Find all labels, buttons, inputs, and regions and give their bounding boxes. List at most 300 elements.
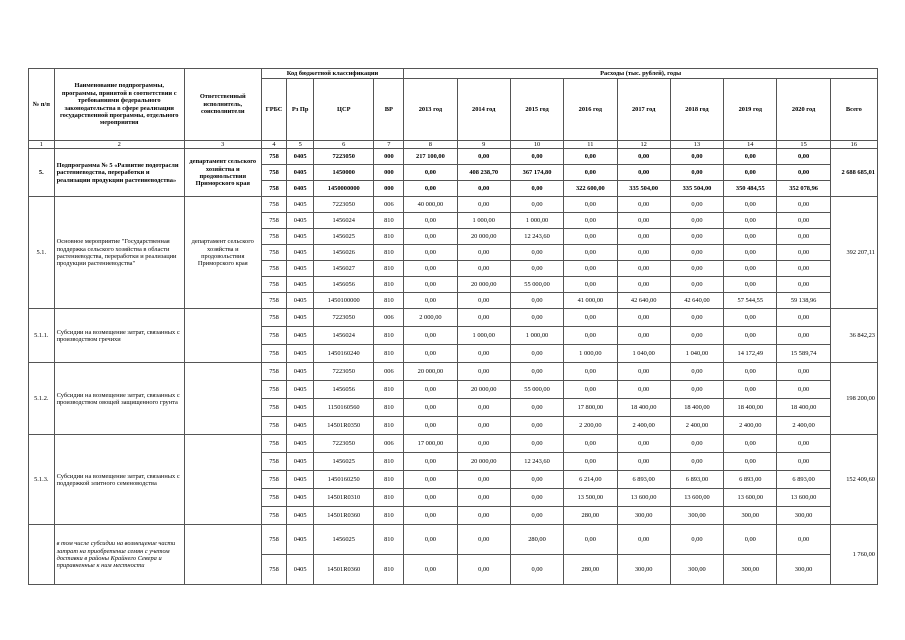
col-number: 10 bbox=[510, 141, 563, 149]
row-total: 36 842,23 bbox=[830, 309, 877, 363]
item-name: Подпрограмма № 5 «Развитие подотрасли растениеводства, переработки и реализации продукции растениеводства» bbox=[54, 149, 184, 197]
table-cell: 758 bbox=[261, 261, 287, 277]
table-cell: 1 000,00 bbox=[510, 213, 563, 229]
table-cell: 0,00 bbox=[777, 149, 830, 165]
col-number: 5 bbox=[287, 141, 314, 149]
table-cell: 1450160250 bbox=[314, 471, 374, 489]
table-cell: 2 400,00 bbox=[617, 417, 670, 435]
table-cell: 0,00 bbox=[617, 197, 670, 213]
table-cell: 0405 bbox=[287, 489, 314, 507]
table-cell: 758 bbox=[261, 213, 287, 229]
table-cell: 006 bbox=[374, 309, 404, 327]
table-cell: 758 bbox=[261, 309, 287, 327]
table-cell: 12 243,60 bbox=[510, 453, 563, 471]
program-table bbox=[28, 68, 878, 585]
table-cell: 0,00 bbox=[510, 309, 563, 327]
table-cell: 0405 bbox=[287, 435, 314, 453]
table-cell: 280,00 bbox=[564, 555, 617, 585]
row-number: 5.1.3. bbox=[29, 435, 55, 525]
header-responsible: Ответственный исполнитель, соисполнители bbox=[184, 69, 261, 141]
table-cell: 0,00 bbox=[404, 165, 457, 181]
responsible: департамент сельского хозяйства и продовольствия Приморского края bbox=[184, 197, 261, 309]
table-cell: 0,00 bbox=[564, 261, 617, 277]
table-cell: 0,00 bbox=[670, 363, 723, 381]
table-cell: 15 589,74 bbox=[777, 345, 830, 363]
table-cell: 810 bbox=[374, 261, 404, 277]
table-cell: 0,00 bbox=[404, 525, 457, 555]
table-cell: 18 400,00 bbox=[670, 399, 723, 417]
table-cell: 13 600,00 bbox=[670, 489, 723, 507]
header-total: Всего bbox=[830, 79, 877, 141]
header-year: 2017 год bbox=[617, 79, 670, 141]
table-cell: 7223050 bbox=[314, 435, 374, 453]
table-cell: 0405 bbox=[287, 149, 314, 165]
table-cell: 1 000,00 bbox=[457, 327, 510, 345]
table-cell: 0,00 bbox=[457, 197, 510, 213]
table-cell: 0,00 bbox=[670, 229, 723, 245]
table-cell: 810 bbox=[374, 399, 404, 417]
table-cell: 20 000,00 bbox=[457, 453, 510, 471]
table-cell: 13 600,00 bbox=[724, 489, 777, 507]
table-cell: 0405 bbox=[287, 381, 314, 399]
col-number: 6 bbox=[314, 141, 374, 149]
header-year: 2015 год bbox=[510, 79, 563, 141]
item-name: Субсидии на возмещение затрат, связанных с поддержкой элитного семеноводства bbox=[54, 435, 184, 525]
table-cell: 0405 bbox=[287, 327, 314, 345]
table-cell: 0,00 bbox=[457, 525, 510, 555]
table-cell: 0,00 bbox=[510, 245, 563, 261]
table-cell: 7223050 bbox=[314, 363, 374, 381]
table-cell: 2 200,00 bbox=[564, 417, 617, 435]
table-cell: 0,00 bbox=[457, 399, 510, 417]
header-grbs: ГРБС bbox=[261, 79, 287, 141]
header-csr: ЦСР bbox=[314, 79, 374, 141]
responsible bbox=[184, 435, 261, 525]
table-cell: 0,00 bbox=[670, 525, 723, 555]
table-cell: 0,00 bbox=[510, 435, 563, 453]
table-cell: 0,00 bbox=[564, 525, 617, 555]
table-cell: 0,00 bbox=[724, 197, 777, 213]
header-year: 2018 год bbox=[670, 79, 723, 141]
table-cell: 335 504,00 bbox=[670, 181, 723, 197]
table-cell: 12 243,60 bbox=[510, 229, 563, 245]
table-cell: 0,00 bbox=[617, 261, 670, 277]
table-cell: 0,00 bbox=[510, 261, 563, 277]
table-cell: 1 040,00 bbox=[617, 345, 670, 363]
table-cell: 42 640,00 bbox=[617, 293, 670, 309]
table-cell: 17 800,00 bbox=[564, 399, 617, 417]
row-number: 5.1. bbox=[29, 197, 55, 309]
col-number: 16 bbox=[830, 141, 877, 149]
table-cell: 0,00 bbox=[617, 149, 670, 165]
table-cell: 0,00 bbox=[564, 309, 617, 327]
item-name: Основное мероприятие "Государственная поддержка сельского хозяйства в области растениеводства, переработки и реализации продукции растениеводства" bbox=[54, 197, 184, 309]
table-cell: 1456025 bbox=[314, 525, 374, 555]
table-cell: 810 bbox=[374, 555, 404, 585]
table-cell: 0405 bbox=[287, 399, 314, 417]
table-cell: 18 400,00 bbox=[617, 399, 670, 417]
table-cell: 810 bbox=[374, 453, 404, 471]
table-cell: 0,00 bbox=[670, 149, 723, 165]
table-cell: 0,00 bbox=[724, 277, 777, 293]
table-cell: 7223050 bbox=[314, 197, 374, 213]
table-cell: 0,00 bbox=[457, 309, 510, 327]
table-cell: 300,00 bbox=[724, 555, 777, 585]
table-row bbox=[29, 435, 878, 453]
table-cell: 0,00 bbox=[724, 261, 777, 277]
header-year: 2019 год bbox=[724, 79, 777, 141]
col-number: 4 bbox=[261, 141, 287, 149]
table-cell: 1456024 bbox=[314, 213, 374, 229]
table-cell: 810 bbox=[374, 381, 404, 399]
table-cell: 2 000,00 bbox=[404, 309, 457, 327]
table-cell: 0405 bbox=[287, 165, 314, 181]
row-total: 392 207,11 bbox=[830, 197, 877, 309]
table-cell: 1450000 bbox=[314, 165, 374, 181]
table-cell: 20 000,00 bbox=[457, 381, 510, 399]
table-cell: 6 893,00 bbox=[777, 471, 830, 489]
responsible bbox=[184, 363, 261, 435]
col-number: 8 bbox=[404, 141, 457, 149]
table-cell: 000 bbox=[374, 181, 404, 197]
table-cell: 18 400,00 bbox=[724, 399, 777, 417]
table-cell: 0,00 bbox=[617, 525, 670, 555]
table-cell: 352 078,96 bbox=[777, 181, 830, 197]
header-name: Наименование подпрограммы, программы, принятой в соответствии с требованиями федерального законодательства в сфере реализации государственной программы, отдельного мероприятия bbox=[54, 69, 184, 141]
table-cell: 0405 bbox=[287, 181, 314, 197]
table-cell: 0,00 bbox=[724, 435, 777, 453]
table-cell: 810 bbox=[374, 229, 404, 245]
table-cell: 0,00 bbox=[564, 165, 617, 181]
table-cell: 280,00 bbox=[564, 507, 617, 525]
table-cell: 0,00 bbox=[510, 197, 563, 213]
table-cell: 0,00 bbox=[724, 149, 777, 165]
col-number: 12 bbox=[617, 141, 670, 149]
table-cell: 0,00 bbox=[404, 293, 457, 309]
table-cell: 0405 bbox=[287, 261, 314, 277]
table-cell: 810 bbox=[374, 277, 404, 293]
row-number bbox=[29, 525, 55, 585]
col-number: 14 bbox=[724, 141, 777, 149]
table-cell: 758 bbox=[261, 229, 287, 245]
col-number: 3 bbox=[184, 141, 261, 149]
table-cell: 1456056 bbox=[314, 381, 374, 399]
header-year: 2013 год bbox=[404, 79, 457, 141]
table-cell: 0,00 bbox=[404, 471, 457, 489]
table-cell: 0,00 bbox=[777, 229, 830, 245]
table-cell: 1456025 bbox=[314, 453, 374, 471]
table-cell: 0405 bbox=[287, 507, 314, 525]
table-cell: 0,00 bbox=[724, 525, 777, 555]
table-cell: 0,00 bbox=[777, 525, 830, 555]
table-cell: 758 bbox=[261, 525, 287, 555]
table-cell: 0,00 bbox=[670, 309, 723, 327]
table-cell: 13 500,00 bbox=[564, 489, 617, 507]
table-cell: 0,00 bbox=[404, 245, 457, 261]
table-cell: 13 600,00 bbox=[617, 489, 670, 507]
table-cell: 55 000,00 bbox=[510, 381, 563, 399]
table-cell: 1456027 bbox=[314, 261, 374, 277]
table-cell: 0405 bbox=[287, 309, 314, 327]
table-cell: 0,00 bbox=[404, 345, 457, 363]
table-cell: 0,00 bbox=[617, 381, 670, 399]
responsible: департамент сельского хозяйства и продовольствия Приморского края bbox=[184, 149, 261, 197]
table-cell: 758 bbox=[261, 245, 287, 261]
table-cell: 0,00 bbox=[457, 555, 510, 585]
col-number: 1 bbox=[29, 141, 55, 149]
table-cell: 0405 bbox=[287, 245, 314, 261]
table-cell: 2 400,00 bbox=[670, 417, 723, 435]
table-cell: 0,00 bbox=[457, 417, 510, 435]
table-cell: 0,00 bbox=[617, 277, 670, 293]
table-cell: 0,00 bbox=[670, 261, 723, 277]
table-cell: 0405 bbox=[287, 229, 314, 245]
table-cell: 0405 bbox=[287, 453, 314, 471]
table-cell: 0,00 bbox=[457, 345, 510, 363]
table-cell: 0,00 bbox=[510, 363, 563, 381]
header-year: 2020 год bbox=[777, 79, 830, 141]
table-cell: 0,00 bbox=[564, 149, 617, 165]
table-cell: 0,00 bbox=[564, 435, 617, 453]
table-cell: 1150160560 bbox=[314, 399, 374, 417]
table-cell: 55 000,00 bbox=[510, 277, 563, 293]
table-cell: 0,00 bbox=[617, 363, 670, 381]
table-cell: 0,00 bbox=[457, 363, 510, 381]
table-cell: 280,00 bbox=[510, 525, 563, 555]
table-cell: 335 504,00 bbox=[617, 181, 670, 197]
table-cell: 408 238,70 bbox=[457, 165, 510, 181]
table-cell: 0405 bbox=[287, 471, 314, 489]
responsible bbox=[184, 525, 261, 585]
table-cell: 0,00 bbox=[404, 229, 457, 245]
table-cell: 300,00 bbox=[670, 555, 723, 585]
table-cell: 0,00 bbox=[404, 277, 457, 293]
table-cell: 1450000000 bbox=[314, 181, 374, 197]
table-cell: 810 bbox=[374, 471, 404, 489]
table-cell: 0405 bbox=[287, 197, 314, 213]
table-cell: 0405 bbox=[287, 345, 314, 363]
table-cell: 0,00 bbox=[564, 229, 617, 245]
table-cell: 42 640,00 bbox=[670, 293, 723, 309]
table-row bbox=[29, 309, 878, 327]
table-cell: 0,00 bbox=[724, 363, 777, 381]
table-cell: 0,00 bbox=[777, 363, 830, 381]
table-cell: 0,00 bbox=[510, 293, 563, 309]
table-cell: 810 bbox=[374, 507, 404, 525]
table-cell: 0,00 bbox=[724, 453, 777, 471]
row-total: 2 688 685,01 bbox=[830, 149, 877, 197]
table-cell: 0,00 bbox=[404, 327, 457, 345]
row-number: 5.1.2. bbox=[29, 363, 55, 435]
table-cell: 810 bbox=[374, 525, 404, 555]
table-cell: 0,00 bbox=[564, 245, 617, 261]
header-year: 2016 год bbox=[564, 79, 617, 141]
table-cell: 7223050 bbox=[314, 149, 374, 165]
table-cell: 14 172,49 bbox=[724, 345, 777, 363]
header-rzpr: Рз Пр bbox=[287, 79, 314, 141]
item-name: Субсидии на возмещение затрат, связанных с производством гречихи bbox=[54, 309, 184, 363]
table-cell: 0,00 bbox=[777, 435, 830, 453]
table-cell: 0,00 bbox=[510, 489, 563, 507]
table-cell: 0,00 bbox=[777, 277, 830, 293]
table-cell: 57 544,55 bbox=[724, 293, 777, 309]
table-cell: 0405 bbox=[287, 525, 314, 555]
table-cell: 758 bbox=[261, 363, 287, 381]
table-cell: 758 bbox=[261, 489, 287, 507]
col-number: 11 bbox=[564, 141, 617, 149]
row-total: 152 409,60 bbox=[830, 435, 877, 525]
table-cell: 810 bbox=[374, 417, 404, 435]
col-number: 13 bbox=[670, 141, 723, 149]
table-cell: 0,00 bbox=[404, 417, 457, 435]
table-cell: 40 000,00 bbox=[404, 197, 457, 213]
table-cell: 0,00 bbox=[404, 213, 457, 229]
table-cell: 59 138,96 bbox=[777, 293, 830, 309]
column-number-row bbox=[29, 141, 878, 149]
table-cell: 758 bbox=[261, 507, 287, 525]
table-cell: 0,00 bbox=[510, 345, 563, 363]
table-cell: 0,00 bbox=[457, 471, 510, 489]
table-cell: 300,00 bbox=[617, 555, 670, 585]
table-cell: 6 893,00 bbox=[617, 471, 670, 489]
table-cell: 0,00 bbox=[670, 453, 723, 471]
table-cell: 300,00 bbox=[617, 507, 670, 525]
table-cell: 1456024 bbox=[314, 327, 374, 345]
table-cell: 0,00 bbox=[777, 261, 830, 277]
col-number: 15 bbox=[777, 141, 830, 149]
table-cell: 006 bbox=[374, 197, 404, 213]
table-cell: 0,00 bbox=[724, 165, 777, 181]
table-cell: 0,00 bbox=[777, 213, 830, 229]
table-cell: 758 bbox=[261, 381, 287, 399]
table-cell: 300,00 bbox=[777, 555, 830, 585]
table-cell: 1450100000 bbox=[314, 293, 374, 309]
table-cell: 0,00 bbox=[777, 381, 830, 399]
row-number: 5.1.1. bbox=[29, 309, 55, 363]
table-cell: 17 000,00 bbox=[404, 435, 457, 453]
table-cell: 0,00 bbox=[724, 229, 777, 245]
table-cell: 14501R0360 bbox=[314, 555, 374, 585]
table-cell: 0,00 bbox=[777, 309, 830, 327]
table-cell: 758 bbox=[261, 149, 287, 165]
table-cell: 20 000,00 bbox=[457, 229, 510, 245]
table-cell: 0,00 bbox=[617, 453, 670, 471]
table-cell: 0,00 bbox=[670, 327, 723, 345]
table-cell: 0,00 bbox=[404, 489, 457, 507]
table-cell: 0,00 bbox=[777, 245, 830, 261]
table-cell: 0,00 bbox=[510, 417, 563, 435]
table-cell: 0,00 bbox=[670, 213, 723, 229]
table-cell: 758 bbox=[261, 555, 287, 585]
table-cell: 13 600,00 bbox=[777, 489, 830, 507]
col-number: 2 bbox=[54, 141, 184, 149]
table-row bbox=[29, 197, 878, 213]
table-cell: 0,00 bbox=[404, 381, 457, 399]
table-cell: 300,00 bbox=[670, 507, 723, 525]
table-cell: 14501R0350 bbox=[314, 417, 374, 435]
table-cell: 0,00 bbox=[564, 363, 617, 381]
item-name: Субсидии на возмещение затрат, связанных с производством овощей защищенного грунта bbox=[54, 363, 184, 435]
table-cell: 0405 bbox=[287, 293, 314, 309]
table-cell: 2 400,00 bbox=[724, 417, 777, 435]
table-cell: 0,00 bbox=[404, 507, 457, 525]
table-cell: 0,00 bbox=[724, 327, 777, 345]
table-cell: 810 bbox=[374, 345, 404, 363]
table-cell: 0,00 bbox=[510, 471, 563, 489]
table-cell: 6 893,00 bbox=[670, 471, 723, 489]
table-cell: 300,00 bbox=[777, 507, 830, 525]
table-cell: 0,00 bbox=[510, 507, 563, 525]
table-body bbox=[29, 149, 878, 585]
table-cell: 0,00 bbox=[457, 245, 510, 261]
table-cell: 0405 bbox=[287, 417, 314, 435]
table-cell: 0,00 bbox=[510, 555, 563, 585]
table-cell: 0,00 bbox=[617, 327, 670, 345]
table-cell: 0,00 bbox=[404, 453, 457, 471]
table-cell: 0,00 bbox=[564, 381, 617, 399]
item-name bbox=[54, 525, 184, 585]
table-cell: 2 400,00 bbox=[777, 417, 830, 435]
table-cell: 0405 bbox=[287, 363, 314, 381]
item-name-text: в том числе субсидии на возмещение части затрат на приобретение семян с учетом доставки в районы Крайнего Севера и приравненные к ним местности bbox=[56, 540, 176, 570]
row-total: 1 760,00 bbox=[830, 525, 877, 585]
table-cell: 0,00 bbox=[404, 181, 457, 197]
table-cell: 0,00 bbox=[457, 149, 510, 165]
table-cell: 758 bbox=[261, 345, 287, 363]
header-year: 2014 год bbox=[457, 79, 510, 141]
table-cell: 350 484,55 bbox=[724, 181, 777, 197]
table-cell: 810 bbox=[374, 489, 404, 507]
table-cell: 0,00 bbox=[404, 555, 457, 585]
table-cell: 758 bbox=[261, 435, 287, 453]
table-cell: 1 000,00 bbox=[564, 345, 617, 363]
table-cell: 217 100,00 bbox=[404, 149, 457, 165]
col-number: 9 bbox=[457, 141, 510, 149]
table-cell: 758 bbox=[261, 165, 287, 181]
table-cell: 0,00 bbox=[510, 399, 563, 417]
header-budget-code: Код бюджетной классификации bbox=[261, 69, 404, 79]
table-cell: 0,00 bbox=[510, 181, 563, 197]
table-cell: 0,00 bbox=[670, 277, 723, 293]
table-cell: 1456056 bbox=[314, 277, 374, 293]
table-cell: 1 000,00 bbox=[457, 213, 510, 229]
table-cell: 0,00 bbox=[670, 197, 723, 213]
table-row bbox=[29, 363, 878, 381]
table-cell: 0,00 bbox=[777, 453, 830, 471]
table-cell: 300,00 bbox=[724, 507, 777, 525]
table-cell: 367 174,80 bbox=[510, 165, 563, 181]
table-row bbox=[29, 149, 878, 165]
table-cell: 0,00 bbox=[457, 507, 510, 525]
header-num: № п/п bbox=[29, 69, 55, 141]
table-cell: 0,00 bbox=[617, 213, 670, 229]
table-cell: 0,00 bbox=[564, 197, 617, 213]
table-cell: 0405 bbox=[287, 213, 314, 229]
table-cell: 7223050 bbox=[314, 309, 374, 327]
table-cell: 0,00 bbox=[457, 181, 510, 197]
table-cell: 0,00 bbox=[670, 165, 723, 181]
table-cell: 6 214,00 bbox=[564, 471, 617, 489]
table-cell: 0,00 bbox=[510, 149, 563, 165]
table-cell: 20 000,00 bbox=[457, 277, 510, 293]
table-cell: 14501R0360 bbox=[314, 507, 374, 525]
table-cell: 000 bbox=[374, 149, 404, 165]
table-cell: 006 bbox=[374, 435, 404, 453]
table-cell: 758 bbox=[261, 471, 287, 489]
table-cell: 810 bbox=[374, 245, 404, 261]
row-number: 5. bbox=[29, 149, 55, 197]
table-cell: 0,00 bbox=[670, 381, 723, 399]
